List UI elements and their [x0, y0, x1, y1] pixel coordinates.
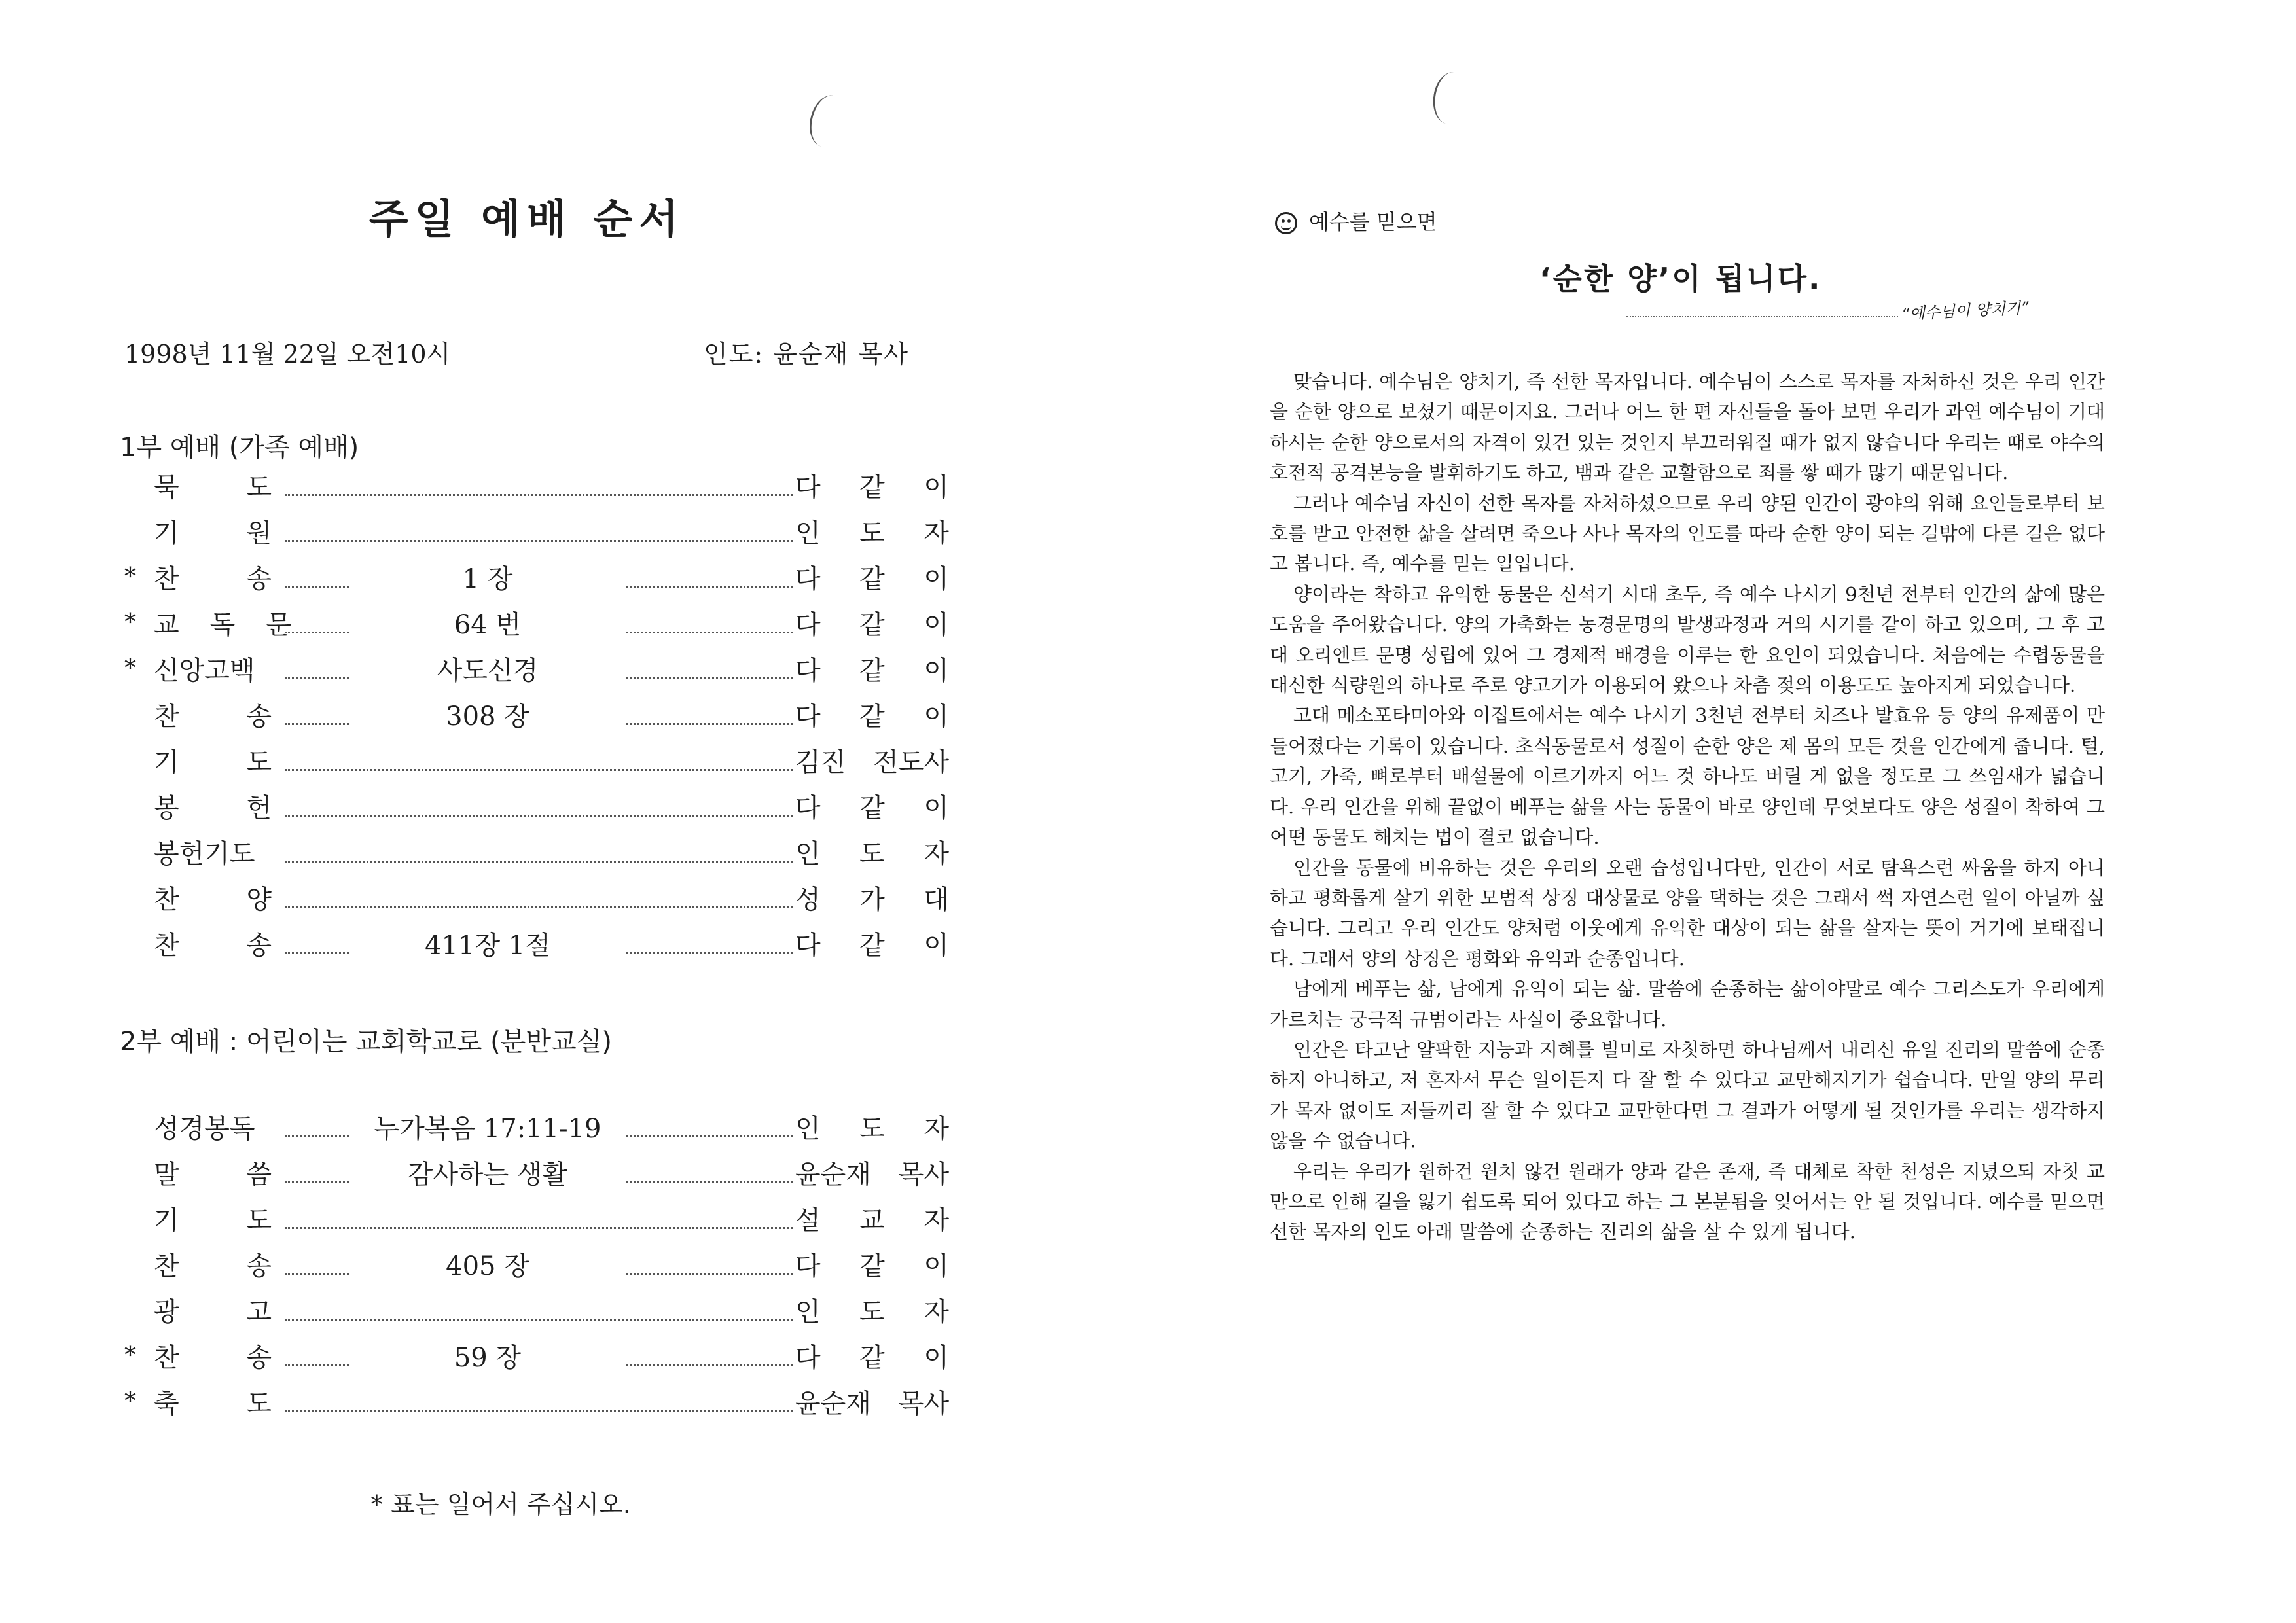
order-item-performer: 윤순재 목사	[795, 1384, 949, 1423]
source-rule	[1626, 316, 1898, 317]
order-item-performer: 성 가 대	[795, 880, 949, 919]
order-item-name: 찬 송	[154, 564, 272, 594]
order-item-detail: 308 장	[350, 697, 625, 736]
order-item-performer: 다 같 이	[795, 697, 949, 736]
standing-mark: *	[124, 1342, 136, 1369]
standing-footnote: * 표는 일어서 주십시오.	[370, 1490, 631, 1519]
article-paragraph: 양이라는 착하고 유익한 동물은 신석기 시대 초두, 즉 예수 나시기 9천년 전부터 인간의 삶에 많은 도움을 주어왔습니다. 양의 가축화는 농경문명의 발생과정과 거의 시기를 같이 하고 있으며, 그 후 고대 오리엔트 문명 성립에 있어 그 경제적 배경을 이루는 한 요인이 되었습니다. 처음에는 수렵동물을 대신한 식량원의 하나로 주로 양고기가 이용되어 왔으나 차츰 젖의 이용도도 높아지게 되었습니다.	[1270, 582, 2105, 697]
order-item-detail: 누가복음 17:11-19	[350, 1109, 625, 1149]
order-item-name: 신앙고백	[154, 656, 255, 686]
order-item-name: 기 도	[154, 1205, 272, 1236]
order-item-detail: 411장 1절	[350, 926, 625, 965]
standing-mark: *	[124, 609, 136, 636]
order-item-performer: 다 같 이	[795, 468, 949, 507]
order-item-name: 찬 송	[154, 931, 272, 961]
order-item-performer: 다 같 이	[795, 1247, 949, 1286]
order-item-name: 묵 도	[154, 473, 272, 503]
part2-heading: 2부 예배 : 어린이는 교회학교로 (분반교실)	[120, 1027, 612, 1057]
part1-heading: 1부 예배 (가족 예배)	[120, 433, 359, 463]
order-item-name: 광 고	[154, 1297, 272, 1327]
order-item-name: 기 원	[154, 518, 272, 548]
order-item-performer: 인 도 자	[795, 1293, 949, 1332]
order-item-name: 성경봉독	[154, 1114, 255, 1144]
order-item-detail: 감사하는 생활	[350, 1155, 625, 1194]
order-item-performer: 인 도 자	[795, 834, 949, 874]
order-item-name: 찬 송	[154, 1343, 272, 1373]
order-item-performer: 다 같 이	[795, 560, 949, 599]
scan-mark	[1430, 70, 1472, 127]
order-item-detail: 사도신경	[350, 651, 625, 690]
standing-mark: *	[124, 655, 136, 682]
article-body	[1270, 366, 2105, 1247]
order-item-name: 찬 양	[154, 885, 272, 915]
order-item-performer: 김진 전도사	[795, 743, 949, 782]
article-paragraph: 남에게 베푸는 삶, 남에게 유익이 되는 삶. 말씀에 순종하는 삶이야말로 예수 그리스도가 우리에게 가르치는 궁극적 규범이라는 사실이 중요합니다.	[1270, 978, 2105, 1031]
article-paragraph: 그러나 예수님 자신이 선한 목자를 자처하셨으므로 우리 양된 인간이 광야의 위해 요인들로부터 보호를 받고 안전한 삶을 살려면 죽으나 사나 목자의 인도를 따라 순한 양이 되는 길밖에 다른 길은 없다고 봅니다. 즉, 예수를 믿는 일입니다.	[1270, 491, 2105, 575]
smiley-icon	[1275, 212, 1297, 234]
order-item-detail: 405 장	[350, 1247, 625, 1286]
page-title: 주일 예배 순서	[368, 195, 685, 243]
order-item-performer: 다 같 이	[795, 605, 949, 645]
order-item-name: 축 도	[154, 1389, 272, 1419]
order-item-name: 기 도	[154, 747, 272, 777]
order-item-name: 봉헌기도	[154, 839, 255, 869]
order-item-performer: 다 같 이	[795, 789, 949, 828]
article-paragraph: 인간은 타고난 얄팍한 지능과 지혜를 빌미로 자칫하면 하나님께서 내리신 유일 진리의 말씀에 순종하지 아니하고, 저 혼자서 무슨 일이든지 다 잘 할 수 있다고 교만해지기가 쉽습니다. 만일 양의 무리가 목자 없이도 저들끼리 잘 할 수 있다고 교만한다면 그 결과가 어떻게 될 것인가를 우리는 생각하지 않을 수 없습니다.	[1270, 1038, 2105, 1152]
service-leader: 인도: 윤순재 목사	[704, 340, 909, 368]
order-item-name: 교 독 문	[154, 610, 291, 640]
order-item-performer: 설 교 자	[795, 1201, 949, 1240]
article-source: “예수님이 양치기”	[1901, 298, 2030, 324]
order-item-detail: 64 번	[350, 605, 625, 645]
order-item-performer: 다 같 이	[795, 651, 949, 690]
order-item-name: 말 씀	[154, 1160, 272, 1190]
article-kicker: 예수를 믿으면	[1309, 209, 1437, 234]
order-item-name: 찬 송	[154, 1251, 272, 1281]
order-item-performer: 인 도 자	[795, 514, 949, 553]
standing-mark: *	[124, 563, 136, 590]
article-paragraph: 맞습니다. 예수님은 양치기, 즉 선한 목자입니다. 예수님이 스스로 목자를 자처하신 것은 우리 인간을 순한 양으로 보셨기 때문이지요. 그러나 어느 한 편 자신들을 돌아 보면 우리가 과연 예수님이 기대하시는 순한 양으로서의 자격이 있건 있는 것인지 부끄러워질 때가 없지 않습니다 우리는 때로 야수의 호전적 공격본능을 발휘하기도 하고, 뱀과 같은 교활함으로 죄를 쌓 때가 많기 때문입니다.	[1270, 370, 2105, 484]
article-paragraph: 우리는 우리가 원하건 원치 않건 원래가 양과 같은 존재, 즉 대체로 착한 천성은 지녔으되 자칫 교만으로 인해 길을 잃기 쉽도록 되어 있다고 하는 그 본분됨을 잊어서는 안 될 것입니다. 예수를 믿으면 선한 목자의 인도 아래 말씀에 순종하는 진리의 삶을 살 수 있게 됩니다.	[1270, 1160, 2105, 1243]
order-item-name: 찬 송	[154, 702, 272, 732]
order-item-performer: 다 같 이	[795, 1338, 949, 1378]
order-item-name: 봉 헌	[154, 793, 272, 823]
order-item-performer: 윤순재 목사	[795, 1155, 949, 1194]
article-paragraph: 고대 메소포타미아와 이집트에서는 예수 나시기 3천년 전부터 치즈나 발효유 등 양의 유제품이 만들어졌다는 기록이 있습니다. 초식동물로서 성질이 순한 양은 제 몸의 모든 것을 인간에게 줍니다. 털, 고기, 가죽, 뼈로부터 배설물에 이르기까지 어느 것 하나도 버릴 게 없을 정도로 그 쓰임새가 넓습니다. 우리 인간을 위해 끝없이 베푸는 삶을 사는 동물이 바로 양인데 무엇보다도 양은 성질이 착하여 그 어떤 동물도 해치는 법이 결코 없습니다.	[1270, 704, 2105, 849]
order-item-detail: 59 장	[350, 1338, 625, 1378]
standing-mark: *	[124, 1388, 136, 1415]
article-paragraph: 인간을 동물에 비유하는 것은 우리의 오랜 습성입니다만, 인간이 서로 탐욕스런 싸움을 하지 아니하고 평화롭게 살기 위한 모범적 상징 대상물로 양을 택하는 것은 그래서 썩 자연스런 일이 아닐까 싶습니다. 그리고 우리 인간도 양처럼 이웃에게 유익한 대상이 되는 삶을 살자는 뜻이 거기에 보태집니다. 그래서 양의 상징은 평화와 유익과 순종입니다.	[1270, 856, 2105, 970]
order-item-performer: 인 도 자	[795, 1109, 949, 1149]
order-item-performer: 다 같 이	[795, 926, 949, 965]
service-date: 1998년 11월 22일 오전10시	[124, 340, 451, 368]
order-item-detail: 1 장	[350, 560, 625, 599]
article-title: ‘순한 양’이 됩니다.	[1539, 261, 1822, 296]
